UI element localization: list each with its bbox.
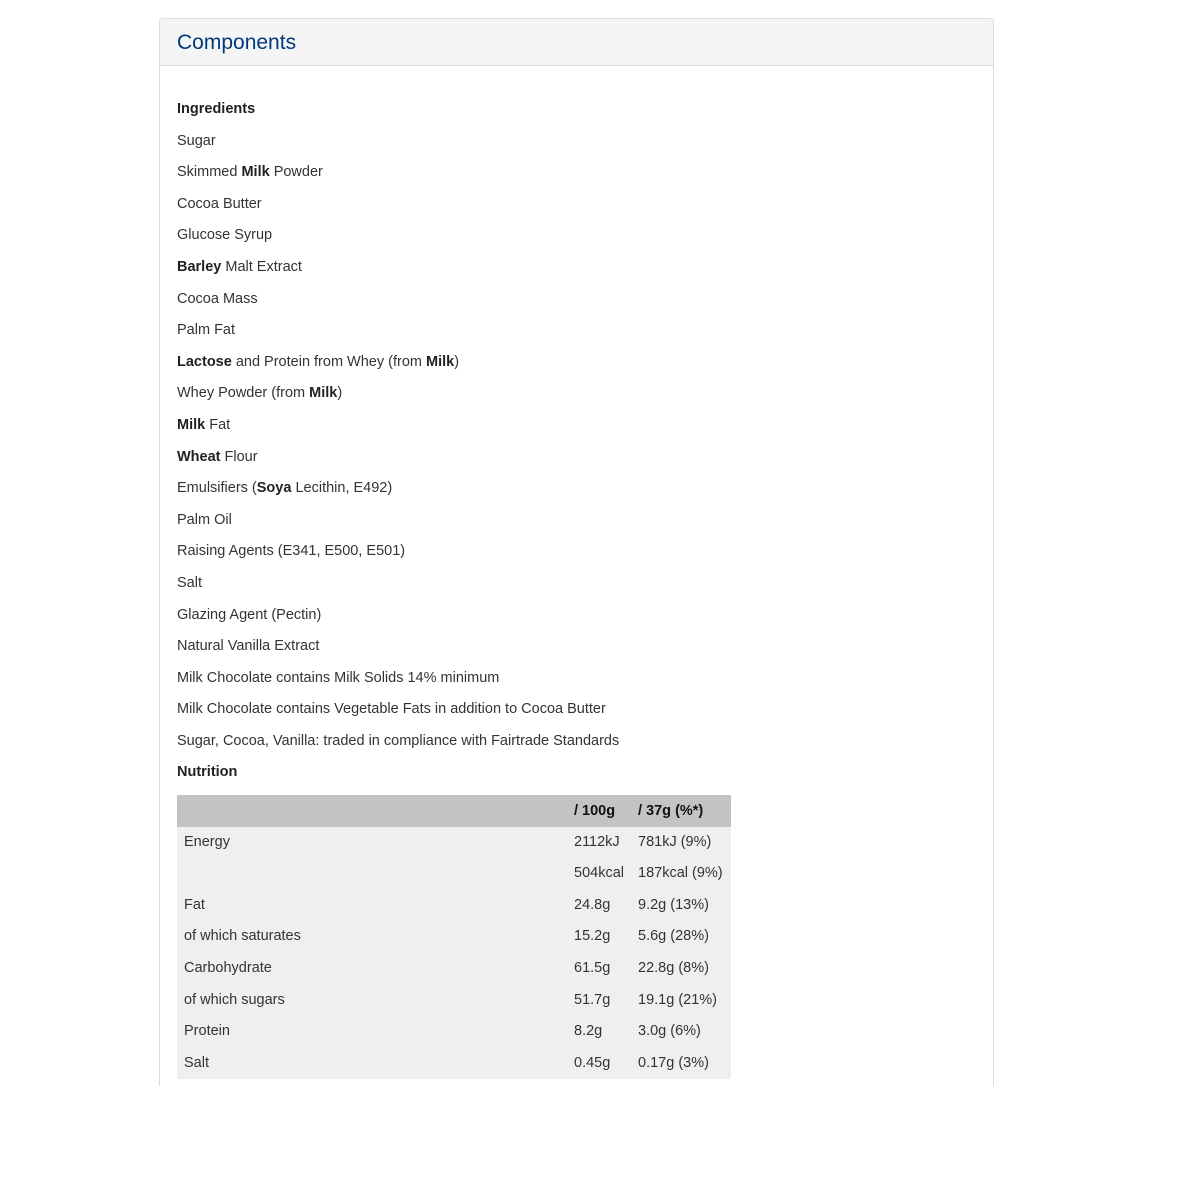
per-100g-value: 8.2g bbox=[574, 1016, 638, 1048]
ingredient-text: Sugar, Cocoa, Vanilla: traded in compliance with Fairtrade Standards bbox=[177, 732, 620, 749]
nutrient-name: Protein bbox=[177, 1016, 574, 1048]
nutrition-table bbox=[177, 795, 731, 1079]
nutrient-name: Energy bbox=[177, 827, 574, 859]
per-100g-value: 2112kJ bbox=[574, 827, 638, 859]
per-100g-value: 504kcal bbox=[574, 858, 638, 890]
table-row bbox=[177, 953, 731, 985]
ingredient-text: Glucose Syrup bbox=[177, 227, 273, 244]
ingredient-text: Emulsifiers ( bbox=[177, 480, 257, 497]
ingredient-item bbox=[177, 157, 976, 189]
nutrition-body bbox=[177, 827, 731, 1080]
ingredient-item bbox=[177, 694, 976, 726]
table-row bbox=[177, 1048, 731, 1080]
allergen-text: Milk bbox=[177, 416, 206, 433]
table-row bbox=[177, 985, 731, 1017]
ingredient-text: Cocoa Mass bbox=[177, 290, 258, 307]
nutrient-name: Fat bbox=[177, 890, 574, 922]
ingredient-text: Skimmed bbox=[177, 164, 242, 181]
header-nutrient bbox=[177, 795, 574, 827]
ingredient-item bbox=[177, 378, 976, 410]
ingredient-text: Palm Fat bbox=[177, 322, 236, 339]
per-portion-value: 3.0g (6%) bbox=[638, 1016, 731, 1048]
ingredient-text: Flour bbox=[220, 448, 258, 465]
ingredient-item bbox=[177, 536, 976, 568]
components-panel bbox=[159, 18, 994, 1086]
nutrient-name: of which sugars bbox=[177, 985, 574, 1017]
ingredient-text: Palm Oil bbox=[177, 511, 232, 528]
per-portion-value: 187kcal (9%) bbox=[638, 858, 731, 890]
ingredient-item bbox=[177, 473, 976, 505]
ingredient-item bbox=[177, 315, 976, 347]
ingredient-item bbox=[177, 126, 976, 158]
ingredient-item bbox=[177, 252, 976, 284]
table-row bbox=[177, 858, 731, 890]
allergen-text: Soya bbox=[256, 480, 292, 497]
allergen-text: Milk bbox=[309, 385, 338, 402]
nutrient-name: Salt bbox=[177, 1048, 574, 1080]
nutrition-heading: Nutrition bbox=[177, 764, 238, 781]
ingredient-text: Raising Agents (E341, E500, E501) bbox=[177, 543, 406, 560]
ingredient-text: Cocoa Butter bbox=[177, 195, 262, 212]
panel-heading bbox=[160, 19, 993, 66]
allergen-text: Milk bbox=[241, 164, 270, 181]
ingredient-text: Milk Chocolate contains Milk Solids 14% minimum bbox=[177, 669, 500, 686]
allergen-text: Wheat bbox=[177, 448, 221, 465]
per-portion-value: 781kJ (9%) bbox=[638, 827, 731, 859]
nutrition-header-row bbox=[177, 795, 731, 827]
header-per-100g: / 100g bbox=[574, 795, 638, 827]
panel-title: Components bbox=[177, 31, 297, 54]
ingredient-item bbox=[177, 347, 976, 379]
header-per-portion: / 37g (%*) bbox=[638, 795, 731, 827]
per-100g-value: 0.45g bbox=[574, 1048, 638, 1080]
ingredient-text: Lecithin, E492) bbox=[291, 480, 393, 497]
ingredient-text: Milk Chocolate contains Vegetable Fats in addition to Cocoa Butter bbox=[177, 701, 606, 718]
ingredient-item bbox=[177, 631, 976, 663]
ingredient-text: Powder bbox=[269, 164, 323, 181]
ingredient-text: Salt bbox=[177, 574, 202, 591]
allergen-text: Barley bbox=[177, 258, 222, 275]
ingredient-text: Natural Vanilla Extract bbox=[177, 638, 320, 655]
ingredient-text: Glazing Agent (Pectin) bbox=[177, 606, 322, 623]
ingredient-item bbox=[177, 220, 976, 252]
per-portion-value: 19.1g (21%) bbox=[638, 985, 731, 1017]
per-portion-value: 0.17g (3%) bbox=[638, 1048, 731, 1080]
table-row bbox=[177, 827, 731, 859]
ingredient-item bbox=[177, 663, 976, 695]
per-100g-value: 51.7g bbox=[574, 985, 638, 1017]
ingredient-text: Whey Powder (from bbox=[177, 385, 310, 402]
per-portion-value: 5.6g (28%) bbox=[638, 921, 731, 953]
ingredients-list bbox=[177, 126, 976, 758]
per-100g-value: 61.5g bbox=[574, 953, 638, 985]
ingredient-item bbox=[177, 726, 976, 758]
ingredient-item bbox=[177, 568, 976, 600]
allergen-text: Milk bbox=[426, 353, 455, 370]
ingredient-text: Malt Extract bbox=[221, 258, 302, 275]
ingredient-item bbox=[177, 189, 976, 221]
per-100g-value: 24.8g bbox=[574, 890, 638, 922]
nutrient-name bbox=[177, 858, 574, 890]
ingredient-item bbox=[177, 410, 976, 442]
per-portion-value: 9.2g (13%) bbox=[638, 890, 731, 922]
ingredient-text: and Protein from Whey (from bbox=[231, 353, 427, 370]
nutrient-name: Carbohydrate bbox=[177, 953, 574, 985]
table-row bbox=[177, 921, 731, 953]
ingredient-text: Sugar bbox=[177, 132, 216, 149]
ingredient-item bbox=[177, 600, 976, 632]
ingredient-text: ) bbox=[454, 353, 460, 370]
ingredients-heading: Ingredients bbox=[177, 101, 256, 117]
table-row bbox=[177, 1016, 731, 1048]
panel-body bbox=[160, 66, 993, 1079]
allergen-text: Lactose bbox=[177, 353, 232, 370]
table-row bbox=[177, 890, 731, 922]
ingredient-text: Fat bbox=[205, 416, 231, 433]
ingredient-item bbox=[177, 284, 976, 316]
ingredient-item bbox=[177, 505, 976, 537]
per-portion-value: 22.8g (8%) bbox=[638, 953, 731, 985]
ingredient-text: ) bbox=[337, 385, 343, 402]
ingredient-item bbox=[177, 442, 976, 474]
nutrient-name: of which saturates bbox=[177, 921, 574, 953]
per-100g-value: 15.2g bbox=[574, 921, 638, 953]
